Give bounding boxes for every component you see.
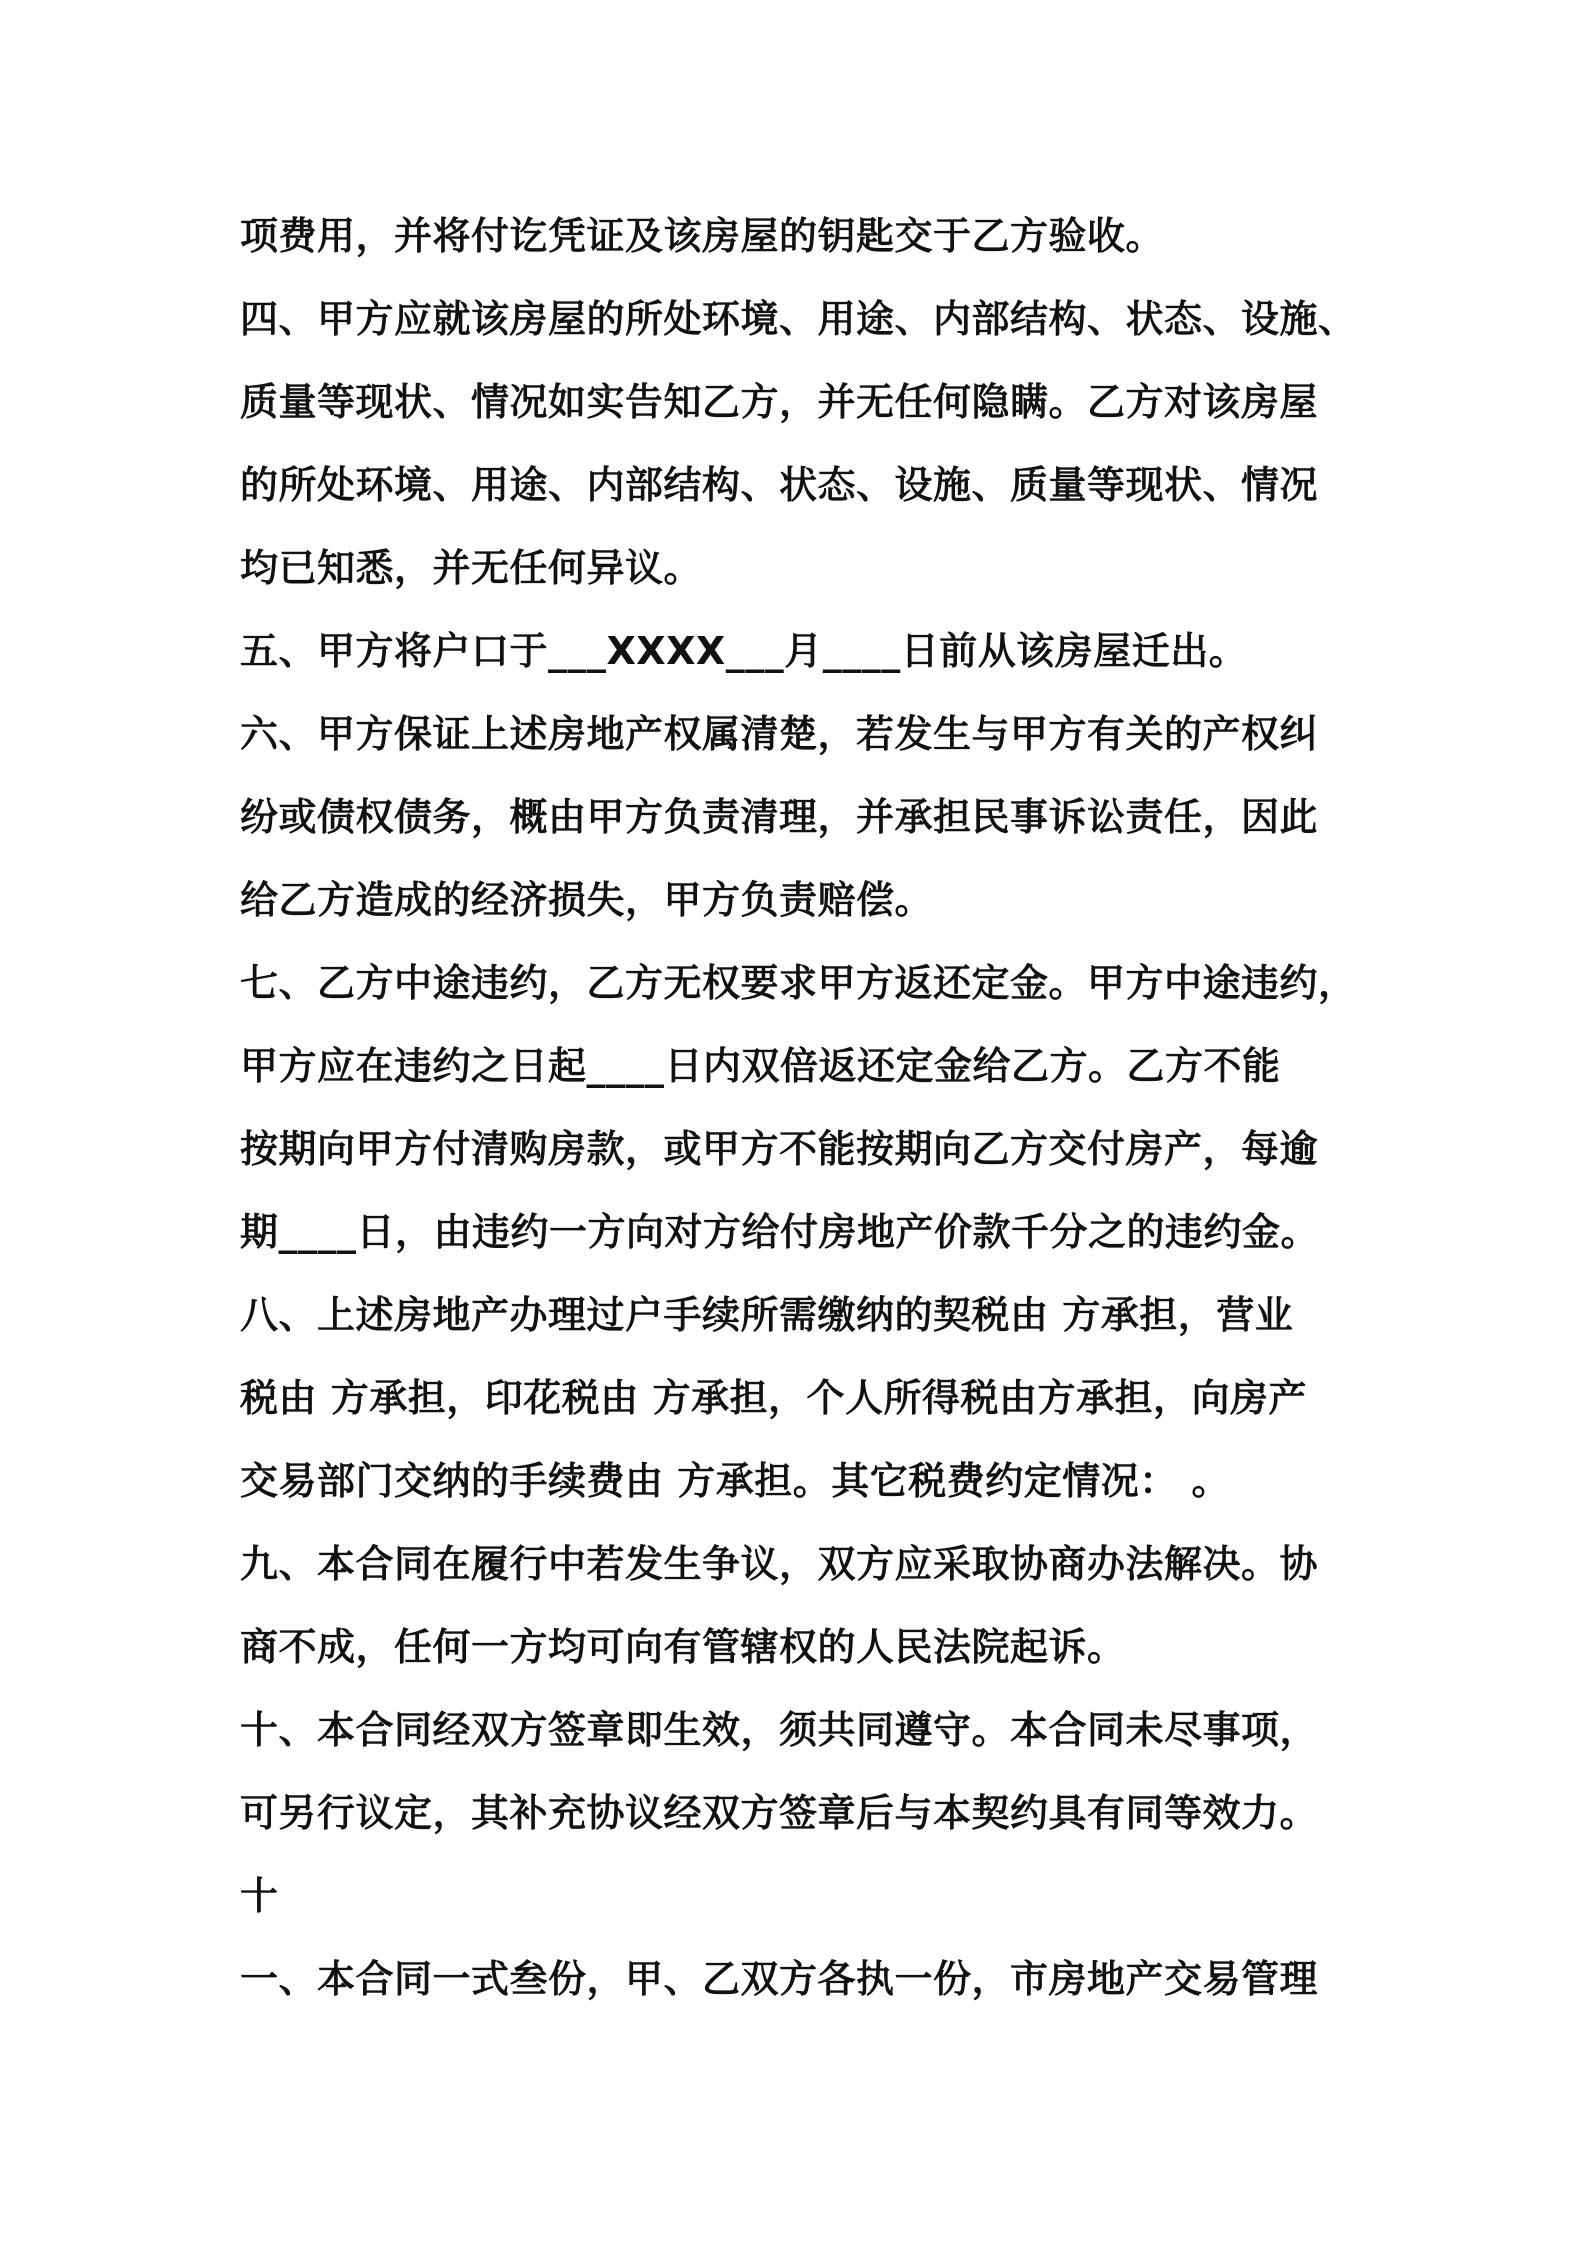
text-line: 甲方应在违约之日起____日内双倍返还定金给乙方。乙方不能	[240, 1044, 1281, 1088]
text-line: 八、上述房地产办理过户手续所需缴纳的契税由 方承担，营业	[240, 1293, 1294, 1337]
text-line: 五、甲方将户口于___XXXX___月____日前从该房屋迁出。	[240, 629, 1248, 673]
text-line: 按期向甲方付清购房款，或甲方不能按期向乙方交付房产，每逾	[240, 1127, 1319, 1171]
text-line: 可另行议定，其补充协议经双方签章后与本契约具有同等效力。	[240, 1791, 1319, 1835]
text-line: 六、甲方保证上述房地产权属清楚，若发生与甲方有关的产权纠	[240, 712, 1319, 756]
contract-text	[240, 195, 1360, 2021]
text-line: 给乙方造成的经济损失，甲方负责赔偿。	[240, 878, 934, 922]
text-line: 十、本合同经双方签章即生效，须共同遵守。本合同未尽事项，	[240, 1708, 1319, 1752]
text-line: 十	[240, 1874, 279, 1918]
text-line: 七、乙方中途违约，乙方无权要求甲方返还定金。甲方中途违约，	[240, 961, 1357, 1005]
text-line: 交易部门交纳的手续费由 方承担。其它税费约定情况： 。	[240, 1459, 1230, 1503]
text-line: 一、本合同一式叁份，甲、乙双方各执一份，市房地产交易管理	[240, 1957, 1319, 2001]
text-line: 税由 方承担，印花税由 方承担，个人所得税由方承担，向房产	[240, 1376, 1307, 1420]
text-line: 质量等现状、情况如实告知乙方，并无任何隐瞒。乙方对该房屋	[240, 380, 1319, 424]
text-line: 的所处环境、用途、内部结构、状态、设施、质量等现状、情况	[240, 463, 1319, 507]
text-line: 期____日，由违约一方向对方给付房地产价款千分之的违约金。	[240, 1210, 1320, 1254]
text-line: 纷或债权债务，概由甲方负责清理，并承担民事诉讼责任，因此	[240, 795, 1319, 839]
text-line: 商不成，任何一方均可向有管辖权的人民法院起诉。	[240, 1625, 1126, 1669]
text-line: 均已知悉，并无任何异议。	[240, 546, 703, 590]
text-line: 九、本合同在履行中若发生争议，双方应采取协商办法解决。协	[240, 1542, 1319, 1586]
text-line: 四、甲方应就该房屋的所处环境、用途、内部结构、状态、设施、	[240, 297, 1357, 341]
text-line: 项费用，并将付讫凭证及该房屋的钥匙交于乙方验收。	[240, 214, 1165, 258]
